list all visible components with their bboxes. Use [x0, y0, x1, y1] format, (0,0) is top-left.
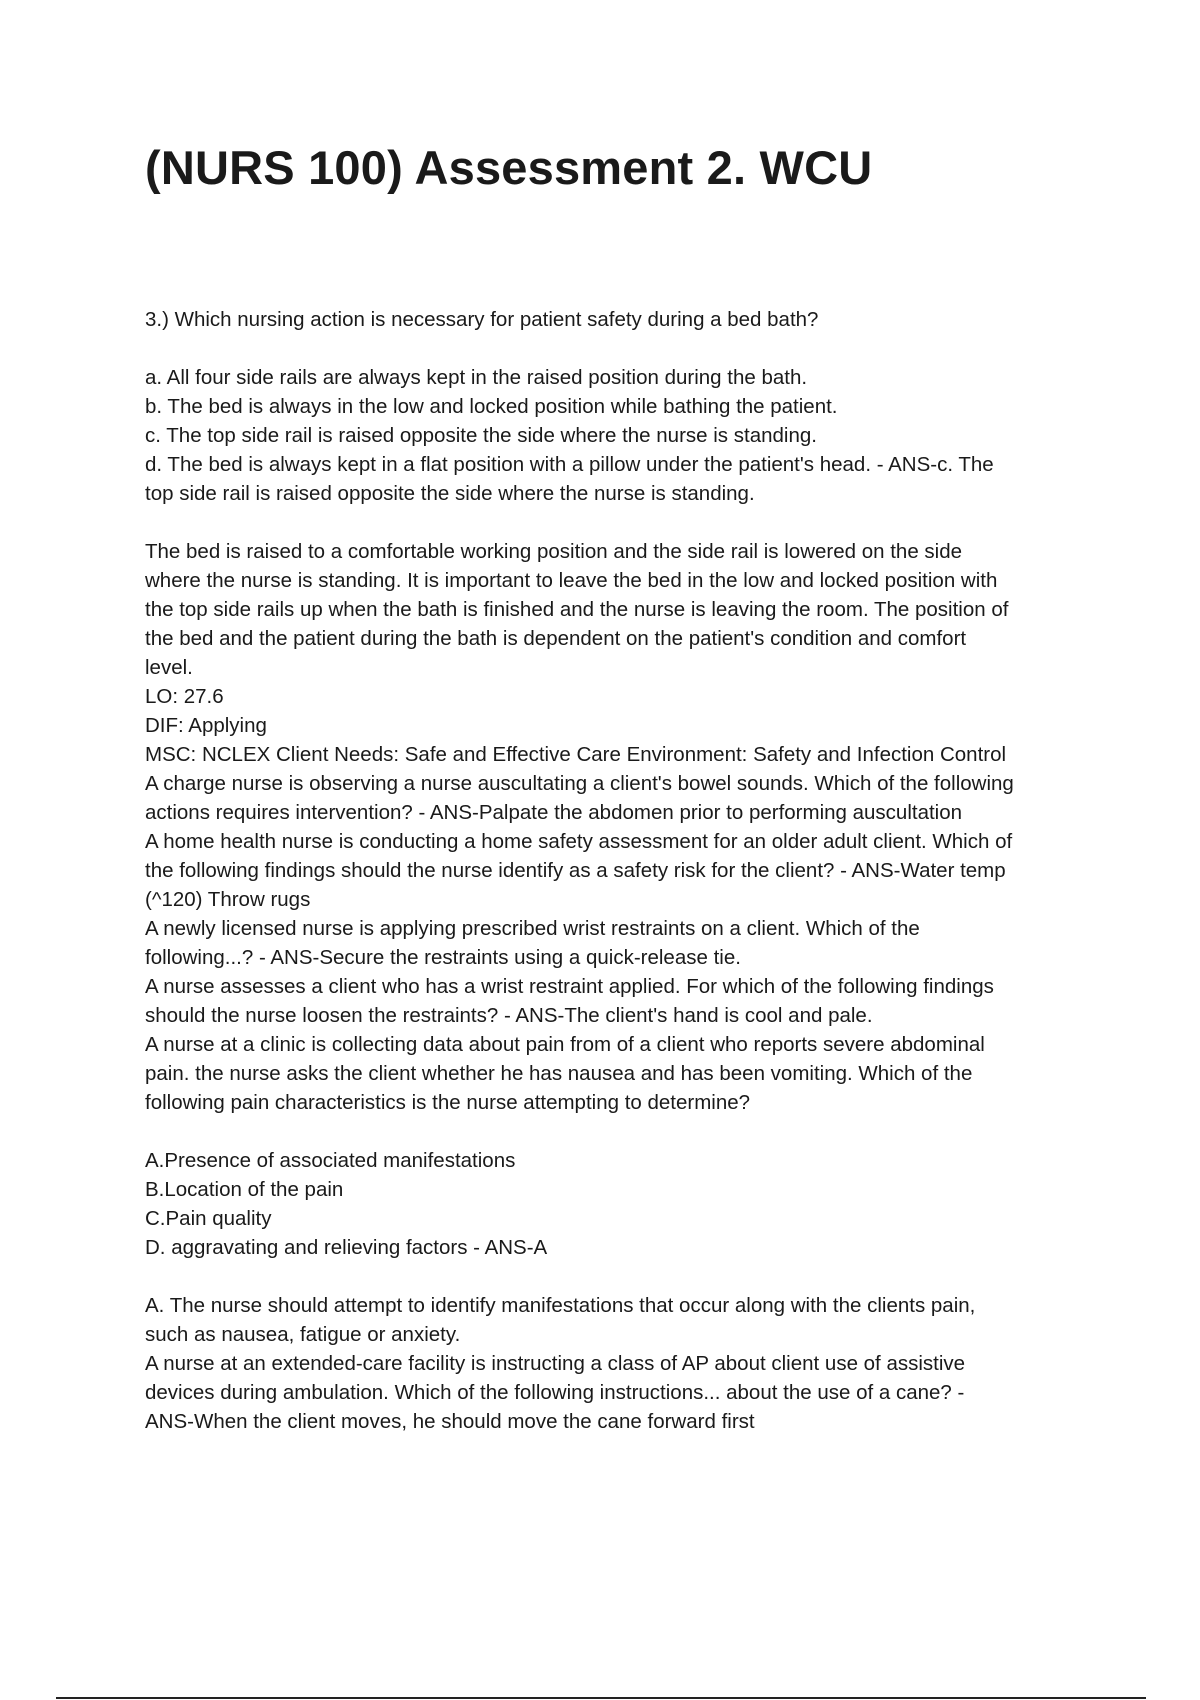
qa-line: following pain characteristics is the nurse attempting to determine? — [145, 1091, 751, 1114]
qa-line: the following findings should the nurse identify as a safety risk for the client? - ANS-Water temp — [145, 859, 1006, 882]
final-line: such as nausea, fatigue or anxiety. — [145, 1323, 461, 1346]
difficulty: DIF: Applying — [145, 714, 267, 737]
spacer — [145, 1262, 1095, 1291]
msc-category: MSC: NCLEX Client Needs: Safe and Effective Care Environment: Safety and Infection Control — [145, 743, 1007, 766]
rationale-line: level. — [145, 656, 193, 679]
learning-objective: LO: 27.6 — [145, 685, 224, 708]
question-3: 3.) Which nursing action is necessary for patient safety during a bed bath? — [145, 308, 819, 331]
rationale-line: the top side rails up when the bath is finished and the nurse is leaving the room. The position of — [145, 598, 1009, 621]
answer-option-b: b. The bed is always in the low and locked position while bathing the patient. — [145, 395, 838, 418]
spacer — [145, 1117, 1095, 1146]
qa-line: following...? - ANS-Secure the restraints using a quick-release tie. — [145, 946, 741, 969]
final-line: ANS-When the client moves, he should move the cane forward first — [145, 1410, 755, 1433]
final-line: A nurse at an extended-care facility is instructing a class of AP about client use of assistive — [145, 1352, 966, 1375]
qa-line: (^120) Throw rugs — [145, 888, 311, 911]
qa-line: A home health nurse is conducting a home safety assessment for an older adult client. Which of — [145, 830, 1013, 853]
spacer — [145, 334, 1095, 363]
final-line: devices during ambulation. Which of the following instructions... about the use of a cane? - — [145, 1381, 965, 1404]
qa-line: pain. the nurse asks the client whether he has nausea and has been vomiting. Which of the — [145, 1062, 973, 1085]
qa-line: A newly licensed nurse is applying prescribed wrist restraints on a client. Which of the — [145, 917, 920, 940]
rationale-line: where the nurse is standing. It is important to leave the bed in the low and locked position with — [145, 569, 998, 592]
answer-option-d: d. The bed is always kept in a flat position with a pillow under the patient's head. - ANS-c. The — [145, 453, 994, 476]
pain-option-c: C.Pain quality — [145, 1207, 272, 1230]
answer-option-a: a. All four side rails are always kept in the raised position during the bath. — [145, 366, 808, 389]
pain-option-b: B.Location of the pain — [145, 1178, 344, 1201]
qa-line: A nurse assesses a client who has a wrist restraint applied. For which of the following findings — [145, 975, 994, 998]
rationale-line: The bed is raised to a comfortable working position and the side rail is lowered on the side — [145, 540, 963, 563]
answer-option-d-cont: top side rail is raised opposite the side where the nurse is standing. — [145, 482, 755, 505]
qa-line: should the nurse loosen the restraints? - ANS-The client's hand is cool and pale. — [145, 1004, 873, 1027]
answer-option-c: c. The top side rail is raised opposite the side where the nurse is standing. — [145, 424, 817, 447]
spacer — [145, 508, 1095, 537]
qa-line: A nurse at a clinic is collecting data about pain from of a client who reports severe abdominal — [145, 1033, 985, 1056]
qa-line: A charge nurse is observing a nurse auscultating a client's bowel sounds. Which of the following — [145, 772, 1014, 795]
footer-divider — [56, 1697, 1146, 1699]
final-line: A. The nurse should attempt to identify manifestations that occur along with the clients pain, — [145, 1294, 976, 1317]
rationale-line: the bed and the patient during the bath is dependent on the patient's condition and comfort — [145, 627, 967, 650]
document-body — [145, 305, 1095, 1436]
qa-line: actions requires intervention? - ANS-Palpate the abdomen prior to performing auscultation — [145, 801, 963, 824]
document-title: (NURS 100) Assessment 2. WCU — [145, 141, 873, 194]
pain-option-d: D. aggravating and relieving factors - ANS-A — [145, 1236, 548, 1259]
pain-option-a: A.Presence of associated manifestations — [145, 1149, 516, 1172]
